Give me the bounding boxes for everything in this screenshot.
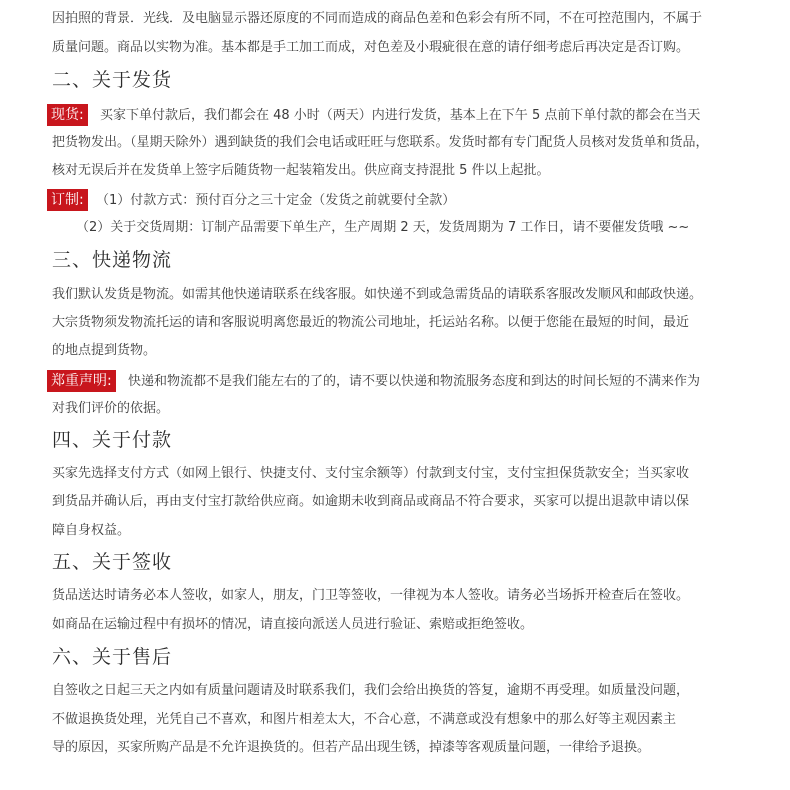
spot-stock-line-1: 买家下单付款后，我们都会在 48 小时（两天）内进行发货，基本上在下午 5 点前下单付款的都会在当天 <box>100 108 701 123</box>
spot-stock-line-2: 把货物发出。（星期天除外）遇到缺货的我们会电话或旺旺与您联系。发货时都有专门配货人员核对发货单和货品， <box>52 135 709 150</box>
section-heading-signing: 五、关于签收 <box>52 551 173 573</box>
aftersale-line-1: 自签收之日起三天之内如有质量问题请及时联系我们，我们会给出换货的答复，逾期不再受理。如质量没问题， <box>52 683 690 698</box>
spot-stock-line-3: 核对无误后并在发货单上签字后随货物一起装箱发出。供应商支持混批 5 件以上起批。 <box>52 163 550 178</box>
intro-line-1: 因拍照的背景．光线．及电脑显示器还原度的不同而造成的商品色差和色彩会有所不同，不在可控范围内，不属于 <box>52 11 703 26</box>
aftersale-line-3: 导的原因，买家所购产品是不允许退换货的。但若产品出现生锈，掉漆等客观质量问题，一律给予退换。 <box>52 740 651 755</box>
custom-order-tag: 订制: <box>47 189 88 211</box>
logistics-line-3: 的地点提到货物。 <box>52 343 157 358</box>
notice-line-1: 快递和物流都不是我们能左右的了的，请不要以快递和物流服务态度和到达的时间长短的不满来作为 <box>128 374 701 389</box>
custom-order-line-1: （1）付款方式：预付百分之三十定金（发货之前就要付全款） <box>96 193 456 208</box>
notice-tag: 郑重声明: <box>47 370 116 392</box>
payment-line-1: 买家先选择支付方式（如网上银行、快捷支付、支付宝余额等）付款到支付宝，支付宝担保货款安全；当买家收 <box>52 466 690 481</box>
notice-line-2: 对我们评价的依据。 <box>52 401 170 416</box>
spot-stock-tag: 现货: <box>47 104 88 126</box>
section-heading-shipping: 二、关于发货 <box>52 69 173 91</box>
logistics-line-2: 大宗货物须发物流托运的请和客服说明离您最近的物流公司地址，托运站名称。以便于您能在最短的时间，最近 <box>52 315 690 330</box>
payment-line-3: 障自身权益。 <box>52 523 131 538</box>
intro-line-2: 质量问题。商品以实物为准。基本都是手工加工而成，对色差及小瑕疵很在意的请仔细考虑后再决定是否订购。 <box>52 40 690 55</box>
payment-line-2: 到货品并确认后，再由支付宝打款给供应商。如逾期未收到商品或商品不符合要求，买家可以提出退款申请以保 <box>52 494 690 509</box>
signing-line-2: 如商品在运输过程中有损坏的情况，请直接向派送人员进行验证、索赔或拒绝签收。 <box>52 617 534 632</box>
logistics-line-1: 我们默认发货是物流。如需其他快递请联系在线客服。如快递不到或急需货品的请联系客服改发顺风和邮政快递。 <box>52 287 703 302</box>
section-heading-logistics: 三、快递物流 <box>52 249 173 271</box>
custom-order-line-2: （2）关于交货周期：订制产品需要下单生产，生产周期 2 天，发货周期为 7 工作日，请不要催发货哦 ~~ <box>76 220 690 235</box>
aftersale-line-2: 不做退换货处理，光凭自己不喜欢，和图片相差太大，不合心意，不满意或没有想象中的那么好等主观因素主 <box>52 712 677 727</box>
section-heading-aftersale: 六、关于售后 <box>52 646 173 668</box>
section-heading-payment: 四、关于付款 <box>52 429 173 451</box>
signing-line-1: 货品送达时请务必本人签收，如家人，朋友，门卫等签收，一律视为本人签收。请务必当场拆开检查后在签收。 <box>52 588 690 603</box>
